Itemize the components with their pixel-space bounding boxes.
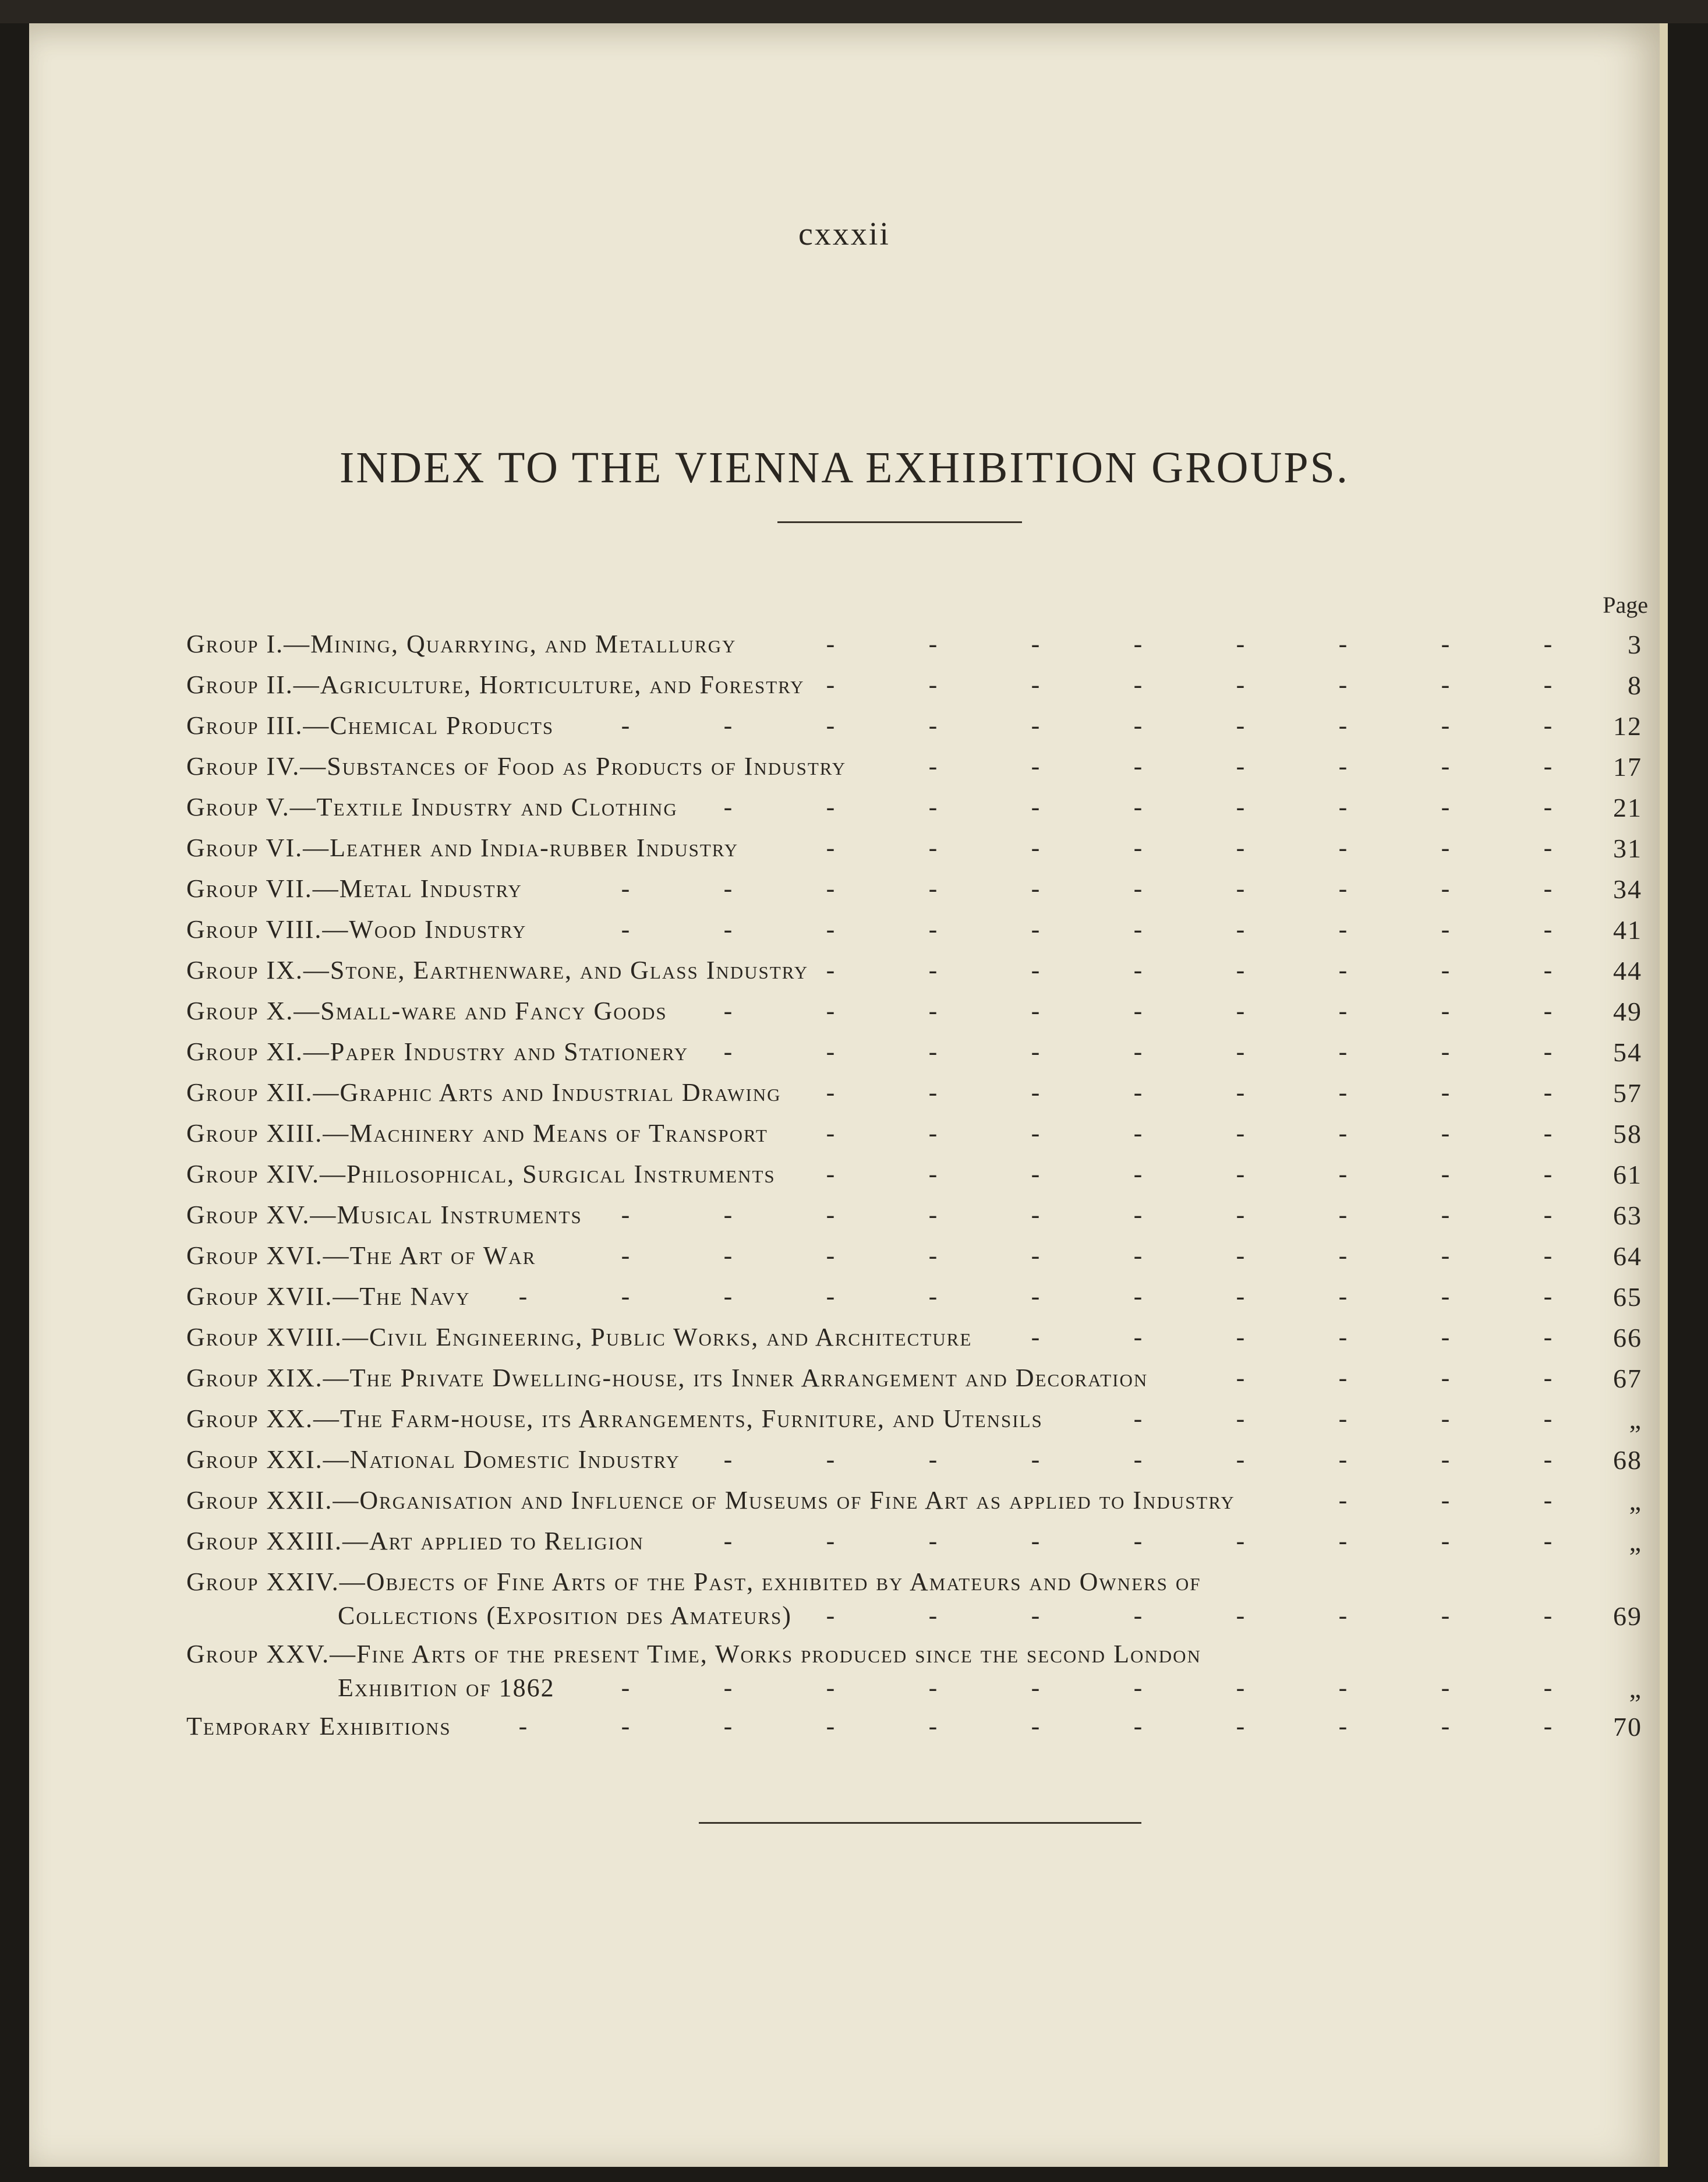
index-entry (186, 996, 1642, 1037)
page-title: INDEX TO THE VIENNA EXHIBITION GROUPS. (340, 443, 1349, 492)
index-entry (186, 711, 1642, 751)
index-entry (186, 1567, 1642, 1639)
leader-dashes: - - - - - - - - (826, 834, 1553, 862)
page-folio: cxxxii (798, 216, 890, 252)
leader-dashes: - - - - - - - - - - (621, 711, 1553, 740)
entry-label: Group XIX.—The Private Dwelling-house, its Inner Arrangement and Decoration (186, 1364, 1148, 1392)
entry-label: Group II.—Agriculture, Horticulture, and Forestry (186, 670, 805, 699)
entry-label: Group XXII.—Organisation and Influence of Museums of Fine Art as applied to Industry (186, 1486, 1235, 1514)
index-entry (186, 955, 1642, 996)
closing-rule (699, 1822, 1141, 1824)
index-entry (186, 874, 1642, 915)
index-entry (186, 1363, 1642, 1404)
entry-label-continued: Collections (Exposition des Amateurs) (338, 1601, 792, 1630)
entry-label: Temporary Exhibitions (186, 1712, 451, 1740)
entry-label: Group XXV.—Fine Arts of the present Time, Works produced since the second London (186, 1640, 1201, 1668)
entry-page-number: 61 (1613, 1160, 1642, 1189)
leader-dashes: - - - - - - - - - (723, 1527, 1553, 1555)
entry-page-number: 69 (1613, 1601, 1642, 1631)
leader-dashes: - - - - - (1133, 1404, 1553, 1433)
index-list (186, 629, 1642, 1752)
index-entry (186, 833, 1642, 874)
entry-label: Group XIV.—Philosophical, Surgical Instruments (186, 1160, 776, 1188)
entry-page-number: 66 (1613, 1323, 1642, 1353)
leader-dashes: - - - - - - - - (826, 630, 1553, 658)
index-entry (186, 629, 1642, 670)
entry-page-number: 31 (1613, 834, 1642, 863)
leader-dashes: - - - - - - - (928, 752, 1553, 781)
title-rule (777, 521, 1022, 523)
leader-dashes: - - - - (1236, 1364, 1553, 1392)
index-entry (186, 670, 1642, 711)
leader-dashes: - - - - - - - - (826, 1601, 1553, 1630)
entry-label: Group XXI.—National Domestic Industry (186, 1445, 680, 1474)
entry-label: Group III.—Chemical Products (186, 711, 554, 740)
entry-page-number: 57 (1613, 1078, 1642, 1108)
entry-label: Group XVIII.—Civil Engineering, Public Works, and Architecture (186, 1323, 973, 1351)
entry-page-number: „ (1629, 1527, 1642, 1556)
entry-page-number: 12 (1613, 711, 1642, 741)
entry-page-number: „ (1629, 1486, 1642, 1516)
leader-dashes: - - - - - - - - (826, 670, 1553, 699)
index-entry (186, 1281, 1642, 1322)
document-page (29, 23, 1668, 2167)
index-entry (186, 1200, 1642, 1241)
entry-page-number: 68 (1613, 1445, 1642, 1475)
entry-page-number: 8 (1628, 670, 1642, 700)
entry-label-continued: Exhibition of 1862 (338, 1673, 555, 1702)
entry-label: Group VII.—Metal Industry (186, 874, 522, 903)
index-entry (186, 1078, 1642, 1118)
entry-label: Group XII.—Graphic Arts and Industrial Drawing (186, 1078, 781, 1107)
leader-dashes: - - - - - - - - (826, 1160, 1553, 1188)
entry-label: Group XXIV.—Objects of Fine Arts of the Past, exhibited by Amateurs and Owners of (186, 1567, 1201, 1596)
leader-dashes: - - - (1338, 1486, 1553, 1514)
entry-page-number: 67 (1613, 1364, 1642, 1393)
entry-page-number: 21 (1613, 793, 1642, 822)
top-border (0, 0, 1708, 23)
entry-page-number: 64 (1613, 1241, 1642, 1271)
entry-label: Group XI.—Paper Industry and Stationery (186, 1037, 689, 1066)
entry-label: Group XV.—Musical Instruments (186, 1201, 582, 1229)
leader-dashes: - - - - - - - - - (723, 1037, 1553, 1066)
entry-label: Group XVI.—The Art of War (186, 1241, 536, 1270)
index-entry (186, 1526, 1642, 1567)
index-entry (186, 1404, 1642, 1445)
leader-dashes: - - - - - - - - - - (621, 1241, 1553, 1270)
entry-label: Group XX.—The Farm-house, its Arrangements, Furniture, and Utensils (186, 1404, 1043, 1433)
entry-page-number: 34 (1613, 874, 1642, 904)
index-entry (186, 1241, 1642, 1281)
entry-label: Group XIII.—Machinery and Means of Transport (186, 1119, 768, 1148)
entry-page-number: 63 (1613, 1201, 1642, 1230)
index-entry (186, 1322, 1642, 1363)
entry-label: Group V.—Textile Industry and Clothing (186, 793, 678, 821)
leader-dashes: - - - - - - (1031, 1323, 1553, 1351)
entry-page-number: 41 (1613, 915, 1642, 945)
leader-dashes: - - - - - - - - - - (621, 874, 1553, 903)
index-entry (186, 1118, 1642, 1159)
entry-label: Group XXIII.—Art applied to Religion (186, 1527, 644, 1555)
entry-page-number: 44 (1613, 956, 1642, 986)
leader-dashes: - - - - - - - - (826, 1078, 1553, 1107)
leader-dashes: - - - - - - - - - - (621, 1673, 1553, 1702)
entry-page-number: 3 (1628, 630, 1642, 659)
entry-label: Group IX.—Stone, Earthenware, and Glass Industry (186, 956, 809, 984)
leader-dashes: - - - - - - - - - - (621, 915, 1553, 944)
leader-dashes: - - - - - - - - (826, 956, 1553, 984)
entry-label: Group IV.—Substances of Food as Products of Industry (186, 752, 847, 781)
leader-dashes: - - - - - - - - - - - (518, 1282, 1553, 1311)
page-column-heading: Page (1603, 592, 1648, 618)
leader-dashes: - - - - - - - - - - - (518, 1712, 1553, 1740)
entry-label: Group XVII.—The Navy (186, 1282, 471, 1311)
index-entry (186, 1485, 1642, 1526)
entry-page-number: „ (1629, 1673, 1642, 1703)
index-entry (186, 1711, 1642, 1752)
entry-page-number: 54 (1613, 1037, 1642, 1067)
entry-page-number: 49 (1613, 997, 1642, 1026)
index-entry (186, 751, 1642, 792)
index-entry (186, 1445, 1642, 1485)
entry-page-number: „ (1629, 1404, 1642, 1434)
entry-label: Group X.—Small-ware and Fancy Goods (186, 997, 667, 1025)
leader-dashes: - - - - - - - - (826, 1119, 1553, 1148)
leader-dashes: - - - - - - - - - (723, 1445, 1553, 1474)
index-entry (186, 1639, 1642, 1711)
index-entry (186, 1159, 1642, 1200)
index-entry (186, 792, 1642, 833)
index-entry (186, 1037, 1642, 1078)
entry-label: Group VIII.—Wood Industry (186, 915, 527, 944)
entry-label: Group I.—Mining, Quarrying, and Metallurgy (186, 630, 737, 658)
entry-page-number: 17 (1613, 752, 1642, 782)
entry-page-number: 65 (1613, 1282, 1642, 1312)
entry-page-number: 58 (1613, 1119, 1642, 1149)
leader-dashes: - - - - - - - - - - (621, 1201, 1553, 1229)
leader-dashes: - - - - - - - - - (723, 997, 1553, 1025)
entry-label: Group VI.—Leather and India-rubber Industry (186, 834, 739, 862)
index-entry (186, 915, 1642, 955)
leader-dashes: - - - - - - - - - (723, 793, 1553, 821)
entry-page-number: 70 (1613, 1712, 1642, 1742)
